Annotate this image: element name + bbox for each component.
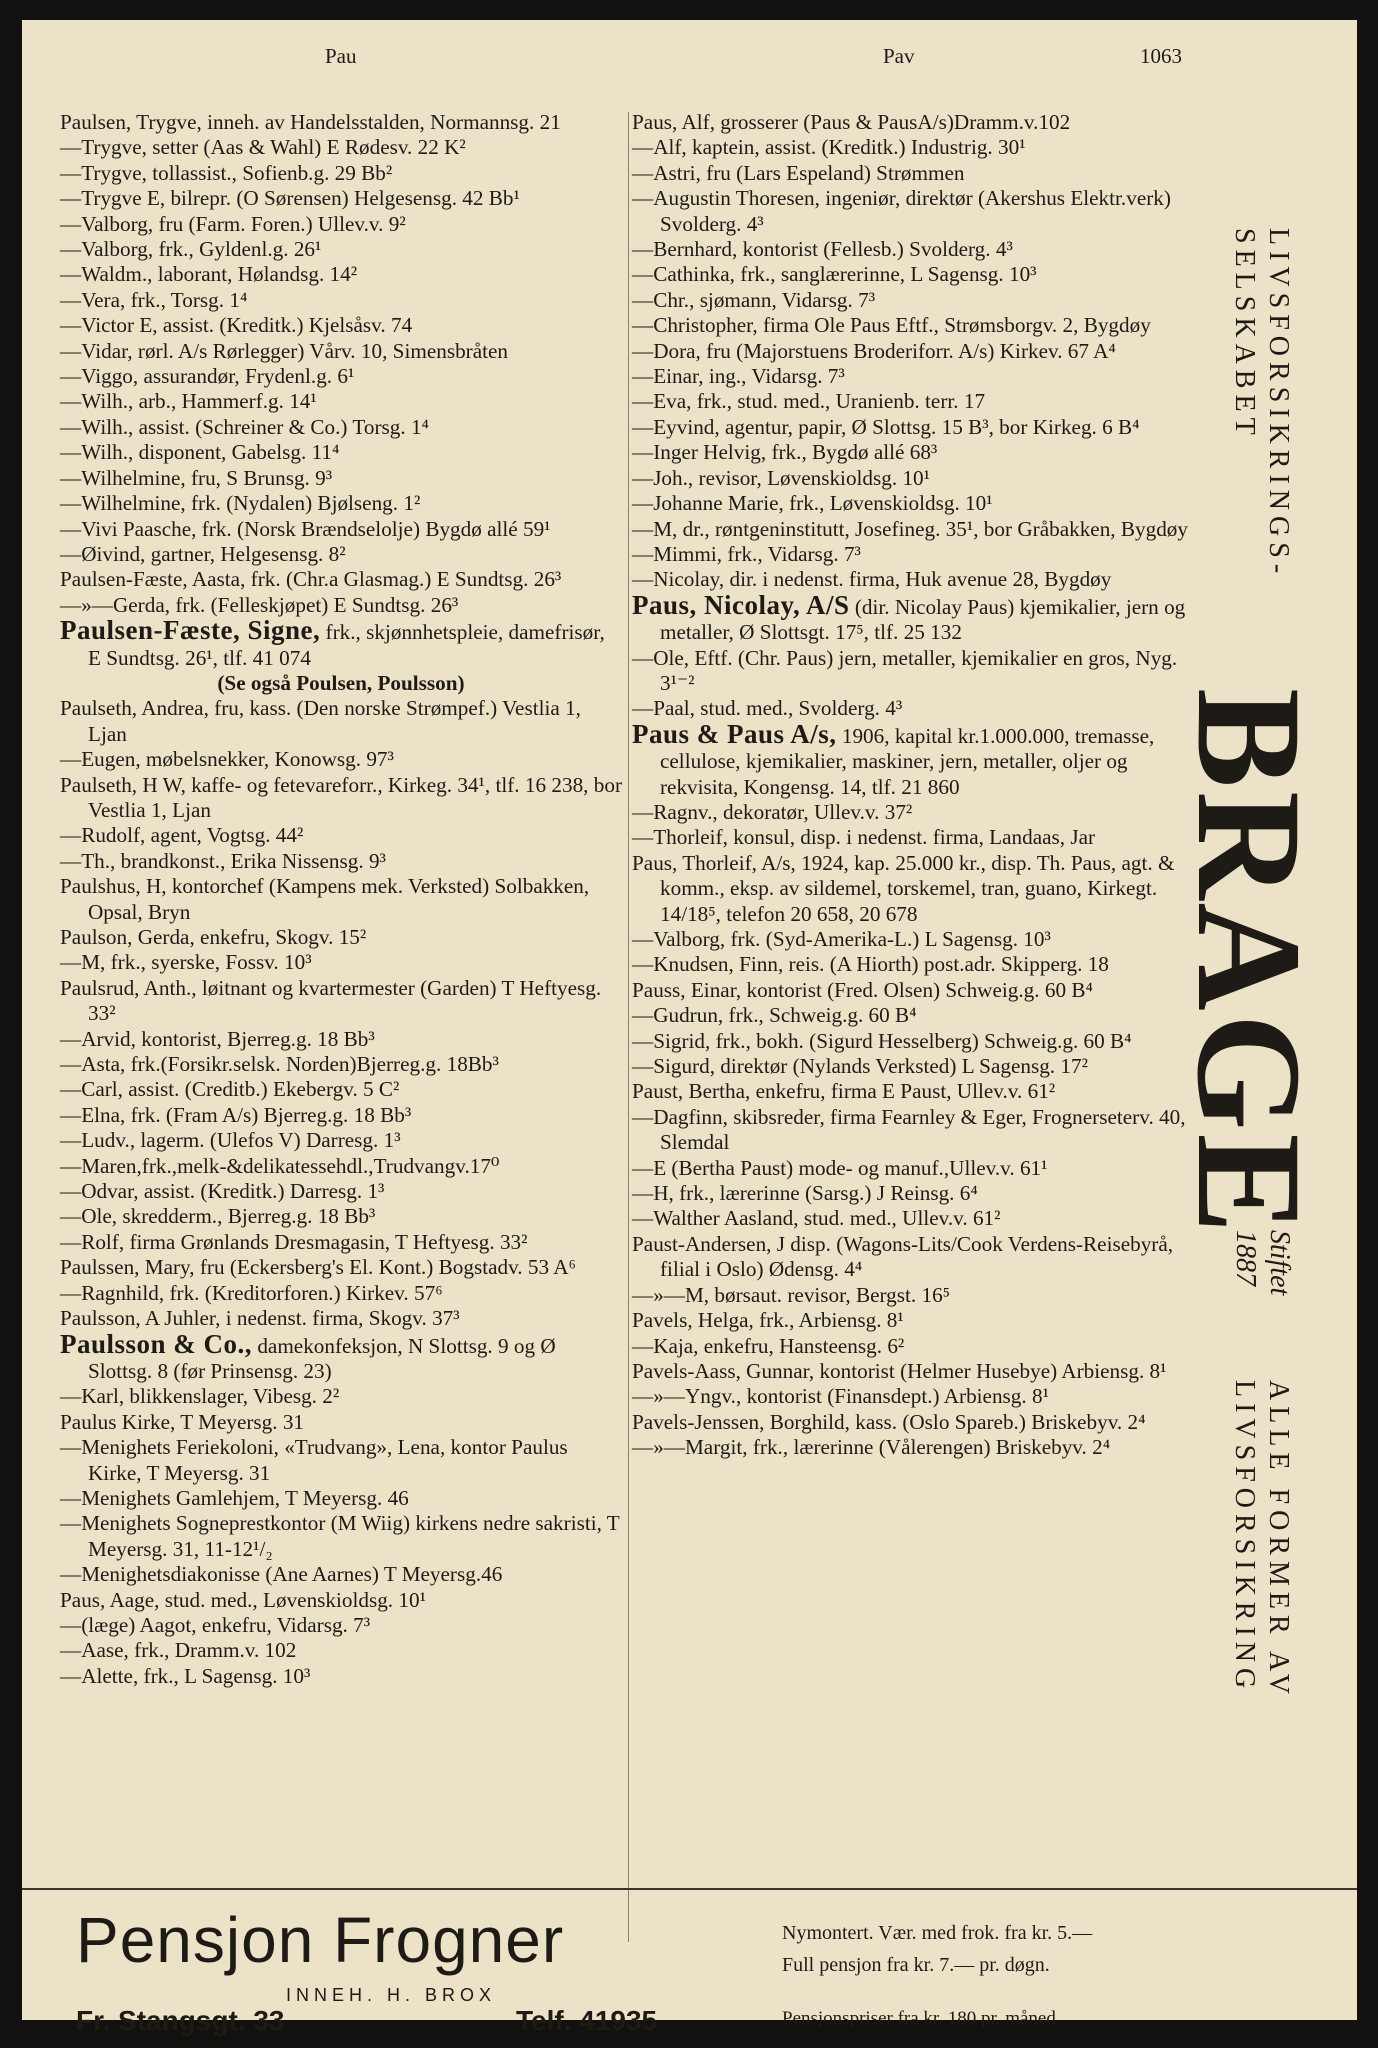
feature-text: (dir. Nicolay Paus) kjemikalier, jern og metaller, Ø Slottsgt. 17⁵, tlf. 25 132 [660,594,1186,645]
pensjon-frogner-line-3: Pensjonspriser fra kr. 180 pr. måned. [782,2008,1061,2029]
directory-entry: —»—M, børsaut. revisor, Bergst. 16⁵ [632,1282,951,1307]
directory-entry: —Vera, frk., Torsg. 1⁴ [60,287,248,312]
brage-line-4: LIVSFORSIKRING [1229,1380,1260,1695]
directory-entry: —Vidar, rørl. A/s Rørlegger) Vårv. 10, Simensbråten [60,338,509,363]
feature-text: 1906, kapital kr.1.000.000, tremasse, cellulose, kjemikalier, maskiner, jern, metaller, oljer og rekvisita, Kongensg. 14, tlf. 21 860 [660,723,1155,799]
directory-entry: —Sigurd, direktør (Nylands Verksted) L Sagensg. 17² [632,1054,1088,1079]
directory-entry: —Wilh., disponent, Gabelsg. 11⁴ [60,440,340,465]
directory-entry: Paus, Alf, grosserer (Paus & PausA/s)Dramm.v.102 [632,110,1071,134]
header-center-keyword: Pav [883,44,915,68]
directory-entry: —Kaja, enkefru, Hansteensg. 6² [632,1333,905,1358]
feature-name: Paus & Paus A/s, [632,718,837,749]
directory-entry: —M, dr., røntgeninstitutt, Josefineg. 35¹, bor Gråbakken, Bygdøy [632,516,1188,541]
directory-entry: —Øivind, gartner, Helgesensg. 8² [60,541,346,566]
brage-ad-tagline-top [1227,228,1295,579]
directory-entry: —Odvar, assist. (Kreditk.) Darresg. 1³ [60,1179,385,1204]
directory-entry: —Elna, frk. (Fram A/s) Bjerreg.g. 18 Bb³ [60,1102,412,1127]
directory-entry: —Th., brandkonst., Erika Nissensg. 9³ [60,848,386,873]
directory-entry: —»—Yngv., kontorist (Finansdept.) Arbiensg. 8¹ [632,1384,1049,1409]
directory-entry: —Christopher, firma Ole Paus Eftf., Strømsborgv. 2, Bygdøy [632,313,1151,338]
directory-entry: —Augustin Thoresen, ingeniør, direktør (Akershus Elektr.verk) Svolderg. 4³ [632,186,1171,236]
directory-entry: —Einar, ing., Vidarsg. 7³ [632,364,845,389]
cross-reference: (Se også Poulsen, Poulsson) [217,670,465,695]
directory-entry: —Thorleif, konsul, disp. i nedenst. firma, Landaas, Jar [632,825,1096,850]
directory-entry: —Viggo, assurandør, Frydenl.g. 6¹ [60,364,355,389]
directory-entry: —Eyvind, agentur, papir, Ø Slottsg. 15 B³, bor Kirkeg. 6 B⁴ [632,414,1140,439]
directory-entry: —Trygve, setter (Aas & Wahl) E Rødesv. 22 K² [60,135,466,160]
directory-entry: —Trygve E, bilrepr. (O Sørensen) Helgesensg. 42 Bb¹ [60,186,520,211]
directory-entry: —Dora, fru (Majorstuens Broderiforr. A/s) Kirkev. 67 A⁴ [632,338,1116,363]
ad-separator-rule [22,1888,1357,1890]
entry-group-6 [632,800,1194,1461]
feature-text: frk., skjønnhetspleie, damefrisør, E Sundtsg. 26¹, tlf. 41 074 [88,620,605,670]
brage-line-2: SELSKABET [1229,228,1260,441]
directory-entry: —Valborg, frk., Gyldenl.g. 26¹ [60,237,322,262]
directory-entry: —Menighets Gamlehjem, T Meyersg. 46 [60,1485,409,1510]
directory-entry: Paulsen-Fæste, Aasta, frk. (Chr.a Glasmag.) E Sundtsg. 26³ [60,567,562,592]
directory-entry: Paust, Bertha, enkefru, firma E Paust, Ullev.v. 61² [632,1079,1056,1104]
directory-entry: —Cathinka, frk., sanglærerinne, L Sagensg. 10³ [632,262,1037,287]
directory-entry: —Walther Aasland, stud. med., Ullev.v. 61² [632,1206,1001,1231]
directory-entry: —Valborg, fru (Farm. Foren.) Ullev.v. 9² [60,211,406,236]
directory-entry: —Karl, blikkenslager, Vibesg. 2² [60,1384,340,1409]
brage-stiftet-label: Stiftet [1264,1230,1295,1296]
directory-entry: Pavels-Aass, Gunnar, kontorist (Helmer Husebye) Arbiensg. 8¹ [632,1358,1167,1383]
entry-group-1 [60,110,622,618]
directory-entry: —Ludv., lagerm. (Ulefos V) Darresg. 1³ [60,1128,401,1153]
directory-entry: —Inger Helvig, frk., Bygdø allé 68³ [632,440,938,465]
header-left-keyword: Pau [325,44,357,68]
directory-entry: Paulus Kirke, T Meyersg. 31 [60,1409,305,1434]
directory-entry: —Rolf, firma Grønlands Dresmagasin, T Heftyesg. 33² [60,1229,528,1254]
directory-entry: —Sigrid, frk., bokh. (Sigurd Hesselberg) Schweig.g. 60 B⁴ [632,1028,1132,1053]
brage-brand-name: BRAGE [1166,688,1332,1237]
feature-entry-paus-nicolay [632,589,1194,646]
feature-entry-paulsson-co [60,1328,622,1385]
directory-entry: —Waldm., laborant, Hølandsg. 14² [60,262,358,287]
feature-name: Paulsen-Fæste, Signe, [60,615,321,646]
directory-entry: Paus, Aage, stud. med., Løvenskioldsg. 10¹ [60,1587,426,1612]
directory-entry: —Wilhelmine, fru, S Brunsg. 9³ [60,465,333,490]
directory-entry: Paulsen, Trygve, inneh. av Handelsstalden, Normannsg. 21 [60,110,561,134]
directory-entry: —Menighets Feriekoloni, «Trudvang», Lena, kontor Paulus Kirke, T Meyersg. 31 [60,1435,568,1485]
directory-entry: —Maren,frk.,melk-&delikatessehdl.,Trudvangv.17⁰ [60,1153,500,1178]
directory-entry: —Wilh., arb., Hammerf.g. 14¹ [60,389,317,414]
directory-entry: Pavels-Jenssen, Borghild, kass. (Oslo Spareb.) Briskebyv. 2⁴ [632,1409,1146,1434]
directory-entry: Paulseth, H W, kaffe- og fetevareforr., Kirkeg. 34¹, tlf. 16 238, bor Vestlia 1, Ljan [60,772,622,822]
directory-entry: —Victor E, assist. (Kreditk.) Kjelsåsv. 74 [60,313,413,338]
directory-entry: —Paal, stud. med., Svolderg. 4³ [632,696,903,721]
directory-entry: —Joh., revisor, Løvenskioldsg. 10¹ [632,465,930,490]
directory-entry: —Knudsen, Finn, reis. (A Hiorth) post.adr. Skipperg. 18 [632,952,1109,977]
feature-name: Paulsson & Co., [60,1328,253,1359]
directory-entry: —Vivi Paasche, frk. (Norsk Brændselolje) Bygdø allé 59¹ [60,516,551,541]
directory-entry: —H, frk., lærerinne (Sarsg.) J Reinsg. 6⁴ [632,1181,978,1206]
directory-entry: —Nicolay, dir. i nedenst. firma, Huk avenue 28, Bygdøy [632,567,1112,592]
left-column [60,110,622,1689]
directory-entry: —Ole, skredderm., Bjerreg.g. 18 Bb³ [60,1204,376,1229]
directory-entry: —Eva, frk., stud. med., Uranienb. terr. 17 [632,389,986,414]
directory-entry: —Carl, assist. (Creditb.) Ekebergv. 5 C² [60,1077,400,1102]
directory-entry: Pauss, Einar, kontorist (Fred. Olsen) Schweig.g. 60 B⁴ [632,977,1093,1002]
directory-entry: Paulsson, A Juhler, i nedenst. firma, Skogv. 37³ [60,1306,460,1331]
directory-entry: Paulssen, Mary, fru (Eckersberg's El. Kont.) Bogstadv. 53 A⁶ [60,1255,576,1280]
directory-entry: —Johanne Marie, frk., Løvenskioldsg. 10¹ [632,491,993,516]
brage-founded-year: 1887 [1230,1230,1261,1286]
pensjon-frogner-owner: INNEH. H. BROX [286,1985,497,2005]
directory-entry: —»—Margit, frk., lærerinne (Vålerengen) Briskebyv. 2⁴ [632,1435,1111,1460]
feature-name: Paus, Nicolay, A/S [632,589,850,620]
directory-entry: —Menighets Sogneprestkontor (M Wiig) kirkens nedre sakristi, T Meyersg. 31, 11-12¹/₂ [60,1511,620,1561]
pensjon-frogner-title: Pensjon Frogner [76,1904,565,1976]
directory-entry: —Asta, frk.(Forsikr.selsk. Norden)Bjerreg.g. 18Bb³ [60,1052,499,1077]
right-column [632,110,1194,1461]
entry-group-2 [60,696,622,1331]
entry-group-5 [632,646,1194,722]
directory-entry: —M, frk., syerske, Fossv. 10³ [60,950,312,975]
brage-line-1: LIVSFORSIKRINGS- [1263,228,1294,580]
directory-entry: —»—Gerda, frk. (Felleskjøpet) E Sundtsg. 26³ [60,592,459,617]
directory-entry: —Aase, frk., Dramm.v. 102 [60,1638,297,1663]
directory-entry: —Arvid, kontorist, Bjerreg.g. 18 Bb³ [60,1026,375,1051]
directory-entry: —Gudrun, frk., Schweig.g. 60 B⁴ [632,1003,917,1028]
pensjon-frogner-line-1: Nymontert. Vær. med frok. fra kr. 5.— [782,1922,1093,1944]
directory-entry: —Chr., sjømann, Vidarsg. 7³ [632,287,876,312]
directory-entry: —Wilh., assist. (Schreiner & Co.) Torsg. 1⁴ [60,414,429,439]
pensjon-frogner-phone: Telf. 41935 [516,2005,658,2036]
brage-ad-tagline-bottom [1227,1380,1295,1700]
directory-entry: —Menighetsdiakonisse (Ane Aarnes) T Meyersg.46 [60,1562,503,1587]
feature-entry-paus-paus [632,718,1194,800]
directory-entry: Paulseth, Andrea, fru, kass. (Den norske Strømpef.) Vestlia 1, Ljan [60,696,581,746]
directory-entry: —Dagfinn, skibsreder, firma Fearnley & Eger, Frognerseterv. 40, Slemdal [632,1104,1186,1155]
directory-entry: —Wilhelmine, frk. (Nydalen) Bjølseng. 1² [60,491,421,516]
page-number: 1063 [1140,44,1182,68]
directory-entry: Paus, Thorleif, A/s, 1924, kap. 25.000 kr., disp. Th. Paus, agt. & komm., eksp. av sildemel, torskemel, tran, guano, Kirkegt. 14/18⁵, telefon 20 658, 20 678 [632,850,1175,926]
directory-entry: —Ole, Eftf. (Chr. Paus) jern, metaller, kjemikalier en gros, Nyg. 3¹⁻² [632,645,1178,695]
directory-entry: —Eugen, møbelsnekker, Konowsg. 97³ [60,747,394,772]
directory-entry: —Bernhard, kontorist (Fellesb.) Svolderg. 4³ [632,237,1013,262]
column-divider [628,112,629,1942]
directory-entry: —Alf, kaptein, assist. (Kreditk.) Industrig. 30¹ [632,135,1026,160]
directory-entry: Paulson, Gerda, enkefru, Skogv. 15² [60,925,367,949]
entry-group-4 [632,110,1194,593]
pensjon-frogner-address: Fr. Stangsgt. 33 [76,2005,285,2036]
brage-founded [1228,1230,1296,1295]
directory-entry: —Mimmi, frk., Vidarsg. 7³ [632,541,861,566]
directory-entry: —Astri, fru (Lars Espeland) Strømmen [632,160,965,185]
entry-group-3 [60,1384,622,1689]
feature-text: damekonfeksjon, N Slottsg. 9 og Ø Slottsg. 8 (før Prinsensg. 23) [88,1333,556,1383]
directory-entry: Pavels, Helga, frk., Arbiensg. 8¹ [632,1308,904,1333]
pensjon-frogner-line-2: Full pensjon fra kr. 7.— pr. døgn. [782,1954,1050,1976]
brage-line-3: ALLE FORMER AV [1263,1380,1294,1700]
directory-entry: —Ragnv., dekoratør, Ullev.v. 37² [632,799,913,824]
directory-entry: —Alette, frk., L Sagensg. 10³ [60,1663,311,1688]
directory-entry: —Valborg, frk. (Syd-Amerika-L.) L Sagensg. 10³ [632,927,1051,951]
directory-entry: —E (Bertha Paust) mode- og manuf.,Ullev.v. 61¹ [632,1155,1048,1180]
directory-entry: —(læge) Aagot, enkefru, Vidarsg. 7³ [60,1612,371,1637]
directory-entry: Paust-Andersen, J disp. (Wagons-Lits/Cook Verdens-Reisebyrå, filial i Oslo) Ødensg. 4⁴ [632,1231,1174,1282]
directory-entry: Paulshus, H, kontorchef (Kampens mek. Verksted) Solbakken, Opsal, Bryn [60,874,590,924]
directory-entry: Paulsrud, Anth., løitnant og kvartermester (Garden) T Heftyesg. 33² [60,975,602,1026]
feature-entry-paulsen-faeste [60,615,622,671]
directory-entry: —Trygve, tollassist., Sofienb.g. 29 Bb² [60,160,393,185]
directory-entry: —Rudolf, agent, Vogtsg. 44² [60,823,304,848]
directory-entry: —Ragnhild, frk. (Kreditorforen.) Kirkev. 57⁶ [60,1280,443,1305]
